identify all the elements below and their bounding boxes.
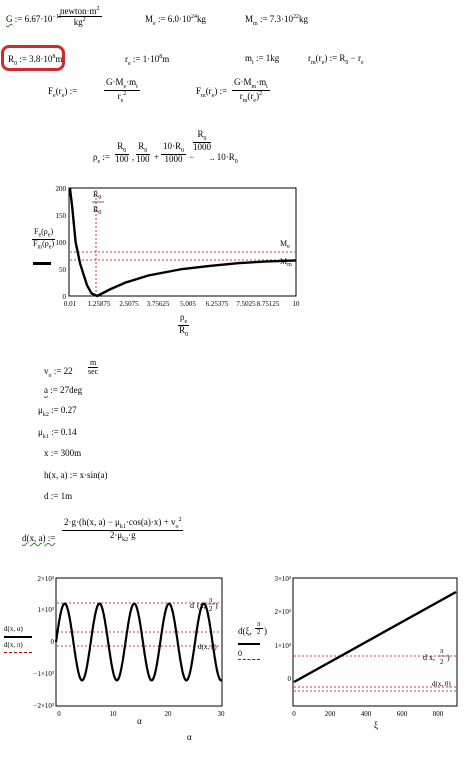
svg-text:2: 2 — [440, 658, 444, 666]
plot2-ylabel-bottom: d(x, π) — [4, 641, 23, 649]
plot2-curve — [56, 604, 222, 681]
plot1-ytick: 150 — [55, 212, 66, 220]
Me-definition: $M_e$ := $6.0\cdot 10^{24}kg$ — [145, 14, 207, 27]
rho-minus: − — [189, 152, 195, 162]
plot1-xtick: 7.5025 — [236, 300, 256, 308]
svg-text:): ) — [215, 601, 218, 610]
plot3-xlabel: ξ — [374, 720, 379, 730]
plot1-xtick: 5.005 — [180, 300, 196, 308]
plot1-curve — [70, 188, 296, 296]
Mm-definition: $M_m$ := $7.3\cdot 10^{22}kg$ — [245, 14, 309, 27]
rho-frac-1: $\frac{R_0}{100}$ — [115, 141, 129, 165]
Fe-lhs: $F_e(r_e)$ := — [48, 86, 78, 99]
plot1-frame — [69, 188, 296, 296]
plot1-ytick: 0 — [62, 293, 66, 301]
plot3-xtick: 800 — [432, 710, 444, 718]
rho-plus: + — [154, 152, 160, 162]
plot1-ytick: 50 — [59, 266, 66, 274]
svg-text:π: π — [440, 647, 444, 655]
plot1-xtick: 1.25875 — [87, 300, 111, 308]
mt-definition: $m_t$ := 1kg — [245, 53, 280, 66]
plot2-ytick: −1×10³ — [33, 670, 54, 678]
plot3-xtick: 200 — [324, 710, 336, 718]
plot3-annot-bottom: d(x, 0) — [432, 680, 451, 688]
plot3-xtick: 0 — [292, 710, 296, 718]
plot2-xtick: 30 — [217, 710, 225, 718]
x-definition: x := 300m — [44, 448, 82, 458]
plot2-frame — [56, 578, 222, 706]
plot1-xtick: 3.75625 — [146, 300, 170, 308]
plot2-xlabel-secondary: α — [187, 732, 192, 742]
plot1-xtick: 6.25375 — [205, 300, 229, 308]
svg-text:2: 2 — [209, 605, 213, 613]
svg-text:d: d — [423, 653, 427, 662]
svg-text:): ) — [447, 653, 450, 662]
plot1-y-ticks — [56, 185, 67, 301]
plot2-xtick: 0 — [57, 710, 61, 718]
plot2-xtick: 20 — [164, 710, 172, 718]
plot2-svg — [0, 570, 240, 730]
plot2-annot-top — [190, 596, 218, 613]
svg-text:π: π — [209, 596, 213, 604]
plot3-annot-mid — [423, 647, 450, 666]
rm-definition: $r_m(r_e)$ := $R_0 - r_e$ — [308, 53, 364, 66]
v0-units: m sec — [88, 358, 99, 377]
plot3-ylabel-top: d(ξ, — [238, 626, 252, 636]
Fm-fraction: $\frac{G\cdot M_m\cdot m_t}{r_m(r_e)^2}$ — [234, 77, 268, 104]
plot3-xtick: 600 — [396, 710, 408, 718]
re-definition: $r_e$ := $1\cdot 10^8m$ — [125, 54, 170, 67]
plot1-ylabel: $\frac{F_e(\rho_e)}{F_m(\rho_e)}$ — [33, 227, 55, 251]
plot1-Mm-label: $M_m$ — [280, 257, 292, 268]
plot3-ytick: 1×10³ — [274, 642, 291, 650]
plot2-xlabel: α — [137, 716, 142, 726]
plot1-x-ticks — [64, 300, 300, 308]
v0-definition: $v_o$ := 22 — [44, 366, 73, 379]
Fm-lhs: $F_m(r_e)$ := — [196, 86, 228, 99]
rho-separator: , — [132, 152, 135, 162]
plot1-xlabel: $\frac{\rho_e}{R_0}$ — [179, 312, 189, 338]
rho-frac-2: $\frac{R_0}{100}$ — [136, 141, 150, 165]
plot2-ytick: 2×10³ — [37, 575, 54, 583]
Fe-fraction: $\frac{G\cdot M_e\cdot m_t}{r_e^2}$ — [106, 77, 138, 104]
plot1-svg — [0, 180, 474, 340]
plot3-ytick: 0 — [287, 675, 291, 683]
plot1-xtick: 2.5075 — [119, 300, 139, 308]
svg-text:R0: $R_0$ — [93, 190, 102, 201]
plot1-xtick: 0.01 — [63, 300, 77, 308]
plot2-ytick: 0 — [50, 638, 54, 646]
plot1-r0-marker-label — [92, 190, 104, 216]
plot1-Me-label: $M_e$ — [280, 239, 290, 250]
G-definition: G := $6.67\cdot 10^{-11}$ — [6, 14, 62, 24]
plot2-annot-bottom: d(x, π) — [198, 643, 217, 651]
svg-text:(x,: (x, — [197, 601, 206, 610]
plot2-ytick: 1×10³ — [37, 606, 54, 614]
svg-text:R0: $R_0$ — [93, 205, 102, 216]
plot3-line — [294, 592, 456, 682]
plot2-ytick: −2×10³ — [33, 702, 54, 710]
plot3-xtick: 400 — [360, 710, 372, 718]
a-definition: a := 27deg — [44, 385, 83, 395]
rho-lhs: $\rho_e$ := — [93, 152, 110, 165]
rho-frac-3: $\frac{10\cdot R_0}{1000}$ — [163, 141, 184, 165]
dfun-fraction: $\frac{2\cdot g\cdot(h(x, a) - \mu_{k1}\cdot\cos(a)\cdot x) + v_o^2}{2\cdot\mu_{k2}\cdot g}$ — [64, 517, 182, 543]
d-definition: d := 1m — [44, 491, 73, 501]
svg-text:d: d — [190, 601, 194, 610]
rho-frac-4: $\frac{R_0}{1000}$ — [193, 129, 211, 153]
R0-definition: $R_0$ := $3.8\cdot 10^8m$ — [8, 54, 63, 67]
h-definition: h(x, a) := x·sin(a) — [44, 470, 108, 480]
plot3-ytick: 3×10³ — [274, 575, 291, 583]
plot3-ylabel-bottom: 0 — [238, 649, 242, 658]
G-units: $newton\cdot m^2$ $kg^2$ — [60, 6, 100, 28]
plot2-xtick: 10 — [109, 710, 117, 718]
plot2-ylabel-top: d(x, α) — [4, 625, 23, 633]
plot3-svg — [240, 570, 474, 730]
plot1-xtick: 10 — [292, 300, 300, 308]
plot3-ylabel-arg-frac: $\frac{\pi}{2}$ — [257, 620, 261, 637]
svg-text:x,: x, — [429, 653, 435, 662]
mk2-definition: $\mu_{k2}$ := 0.27 — [38, 405, 77, 418]
rho-tail: .. $10\cdot R_0$ — [210, 152, 238, 165]
plot1-xtick: 8.75125 — [256, 300, 280, 308]
plot3-ytick: 2×10³ — [274, 608, 291, 616]
mk1-definition: $\mu_{k1}$ := 0.14 — [38, 427, 77, 440]
plot1-ytick: 200 — [55, 185, 66, 193]
dfun-lhs: d(x, a) := — [22, 533, 56, 543]
plot1-ytick: 100 — [55, 239, 66, 247]
